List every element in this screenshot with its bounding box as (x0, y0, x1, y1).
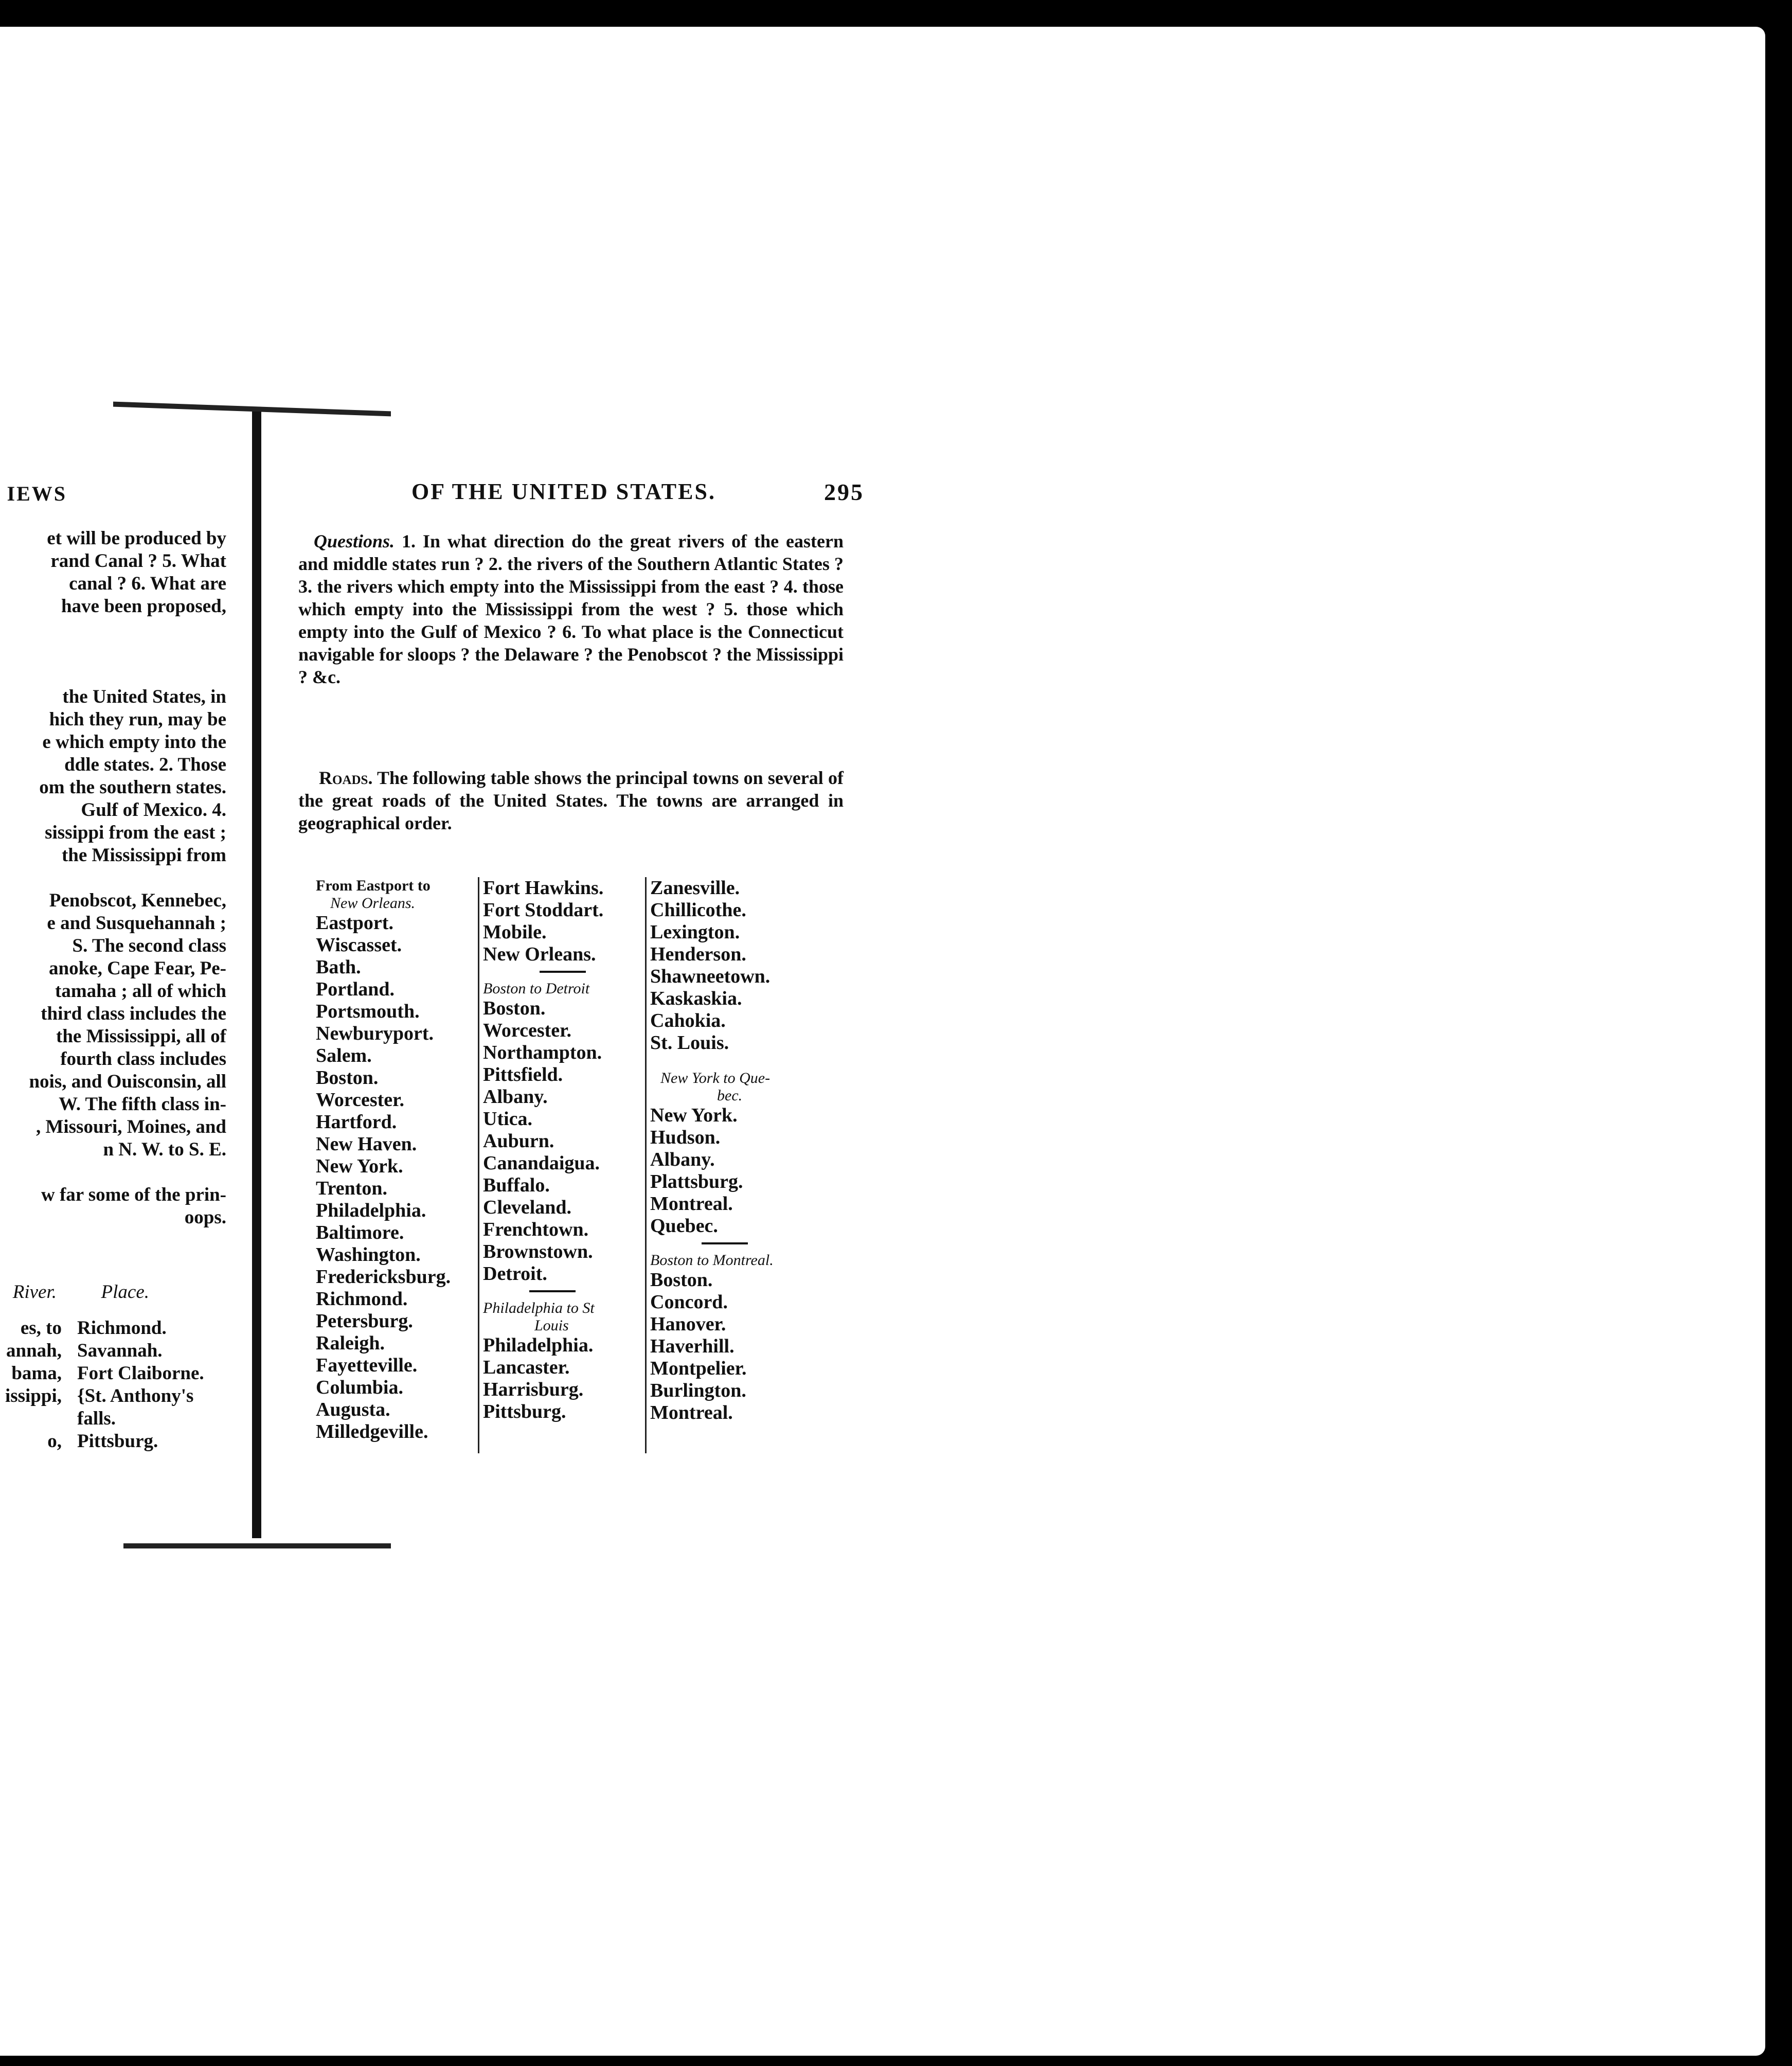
town-name: Worcester. (483, 1020, 572, 1041)
place-cell: Fort Claiborne. (77, 1363, 204, 1384)
left-page-line: nois, and Ouisconsin, all (29, 1071, 226, 1092)
road-header-new-york-quebec: New York to Que- (660, 1070, 770, 1087)
town-name: Eastport. (316, 912, 393, 934)
left-page-fragment (0, 0, 247, 2066)
left-page-line: om the southern states. (39, 777, 226, 798)
left-page-line: Gulf of Mexico. 4. (81, 799, 226, 821)
town-name: New York. (650, 1105, 738, 1126)
left-page-line: et will be produced by (47, 528, 226, 549)
road-header-boston-detroit: Boston to Detroit (483, 980, 590, 997)
town-name: Albany. (650, 1149, 715, 1170)
town-name: Trenton. (316, 1178, 387, 1199)
town-name: Henderson. (650, 943, 746, 965)
river-cell: annah, (6, 1340, 62, 1361)
questions-paragraph (298, 530, 844, 688)
town-name: Bath. (316, 956, 361, 978)
left-page-line: the Mississippi from (61, 845, 226, 866)
road-header-eastport-new-orleans-cont: New Orleans. (330, 895, 415, 912)
place-column-header: Place. (101, 1281, 149, 1303)
town-name: Plattsburg. (650, 1171, 743, 1192)
town-name: Pittsfield. (483, 1064, 563, 1085)
town-name: Portland. (316, 978, 395, 1000)
town-name: Lancaster. (483, 1357, 570, 1378)
place-cell: {St. Anthony's (77, 1385, 194, 1406)
questions-label: Questions. (314, 531, 395, 551)
town-list (650, 1105, 774, 1237)
town-name: Fredericksburg. (316, 1266, 451, 1288)
town-name: Haverhill. (650, 1335, 734, 1357)
town-name: Burlington. (650, 1380, 746, 1401)
town-name: Albany. (483, 1086, 548, 1108)
left-page-header: IEWS (7, 482, 67, 505)
left-page-line: sissippi from the east ; (45, 822, 226, 843)
place-cell: Richmond. (77, 1317, 167, 1339)
roads-text: The following table shows the principal towns on several of the great roads of the United States. The towns are arranged in geographical order. (298, 768, 844, 833)
town-name: Harrisburg. (483, 1379, 584, 1400)
town-name: Montpelier. (650, 1358, 747, 1379)
town-name: Fort Stoddart. (483, 899, 604, 921)
column-divider (478, 877, 479, 1453)
left-page-line: n N. W. to S. E. (103, 1139, 226, 1160)
town-name: Boston. (316, 1067, 379, 1089)
left-page-line: W. The fifth class in- (59, 1094, 226, 1115)
running-head-title: OF THE UNITED STATES. (411, 479, 716, 504)
town-name: Philadelphia. (316, 1200, 426, 1221)
town-list (650, 1269, 774, 1424)
town-name: Fort Hawkins. (483, 877, 604, 899)
road-column-3 (650, 877, 774, 1424)
town-name: St. Louis. (650, 1032, 729, 1054)
town-name: New Haven. (316, 1133, 417, 1155)
town-list (483, 877, 603, 966)
left-page-line: e and Susquehannah ; (47, 913, 226, 934)
place-cell: falls. (77, 1408, 116, 1429)
left-page-line: the United States, in (62, 686, 226, 707)
town-name: Newburyport. (316, 1023, 434, 1044)
river-cell: es, to (20, 1317, 62, 1339)
road-header-eastport-new-orleans: From Eastport to (316, 877, 431, 894)
road-header-philadelphia-st-louis-cont: Louis (534, 1317, 569, 1334)
section-rule (540, 971, 586, 973)
river-column-header: River. (12, 1281, 57, 1303)
town-name: Augusta. (316, 1399, 390, 1420)
town-name: Detroit. (483, 1263, 547, 1285)
left-page-line: rand Canal ? 5. What (50, 550, 226, 572)
town-name: Mobile. (483, 921, 547, 943)
town-name: Petersburg. (316, 1310, 413, 1332)
section-rule (529, 1290, 576, 1292)
left-page-line: , Missouri, Moines, and (35, 1116, 226, 1137)
roads-paragraph (298, 767, 844, 834)
town-name: Auburn. (483, 1130, 554, 1152)
roads-label: Roads. (319, 768, 373, 788)
town-name: Philadelphia. (483, 1334, 594, 1356)
town-list (316, 912, 451, 1443)
town-name: Concord. (650, 1291, 728, 1313)
road-header-philadelphia-st-louis: Philadelphia to St (483, 1299, 595, 1316)
town-name: Shawneetown. (650, 966, 770, 987)
town-name: Chillicothe. (650, 899, 746, 921)
river-cell: o, (47, 1431, 62, 1452)
town-name: Richmond. (316, 1288, 408, 1310)
town-name: Brownstown. (483, 1241, 593, 1262)
town-name: Salem. (316, 1045, 372, 1066)
place-cell: Pittsburg. (77, 1431, 158, 1452)
town-name: Raleigh. (316, 1332, 385, 1354)
town-name: Pittsburg. (483, 1401, 566, 1422)
town-list (483, 998, 603, 1285)
town-name: Cleveland. (483, 1197, 572, 1218)
town-name: Portsmouth. (316, 1001, 420, 1022)
town-name: Worcester. (316, 1089, 405, 1111)
place-cell: Savannah. (77, 1340, 163, 1361)
section-rule (702, 1242, 748, 1244)
town-name: Montreal. (650, 1193, 733, 1215)
left-page-line: the Mississippi, all of (56, 1026, 226, 1047)
right-page (288, 442, 921, 1564)
town-name: Hudson. (650, 1127, 721, 1148)
running-head (411, 478, 864, 506)
roads-table (316, 877, 861, 1469)
town-name: Cahokia. (650, 1010, 726, 1031)
town-name: New York. (316, 1155, 403, 1177)
page-number: 295 (824, 479, 864, 505)
left-page-line: third class includes the (41, 1003, 226, 1024)
column-divider (645, 877, 647, 1453)
town-name: Hanover. (650, 1313, 726, 1335)
town-name: Kaskaskia. (650, 988, 742, 1009)
town-name: Lexington. (650, 921, 740, 943)
town-name: Frenchtown. (483, 1219, 589, 1240)
left-page-line: canal ? 6. What are (69, 573, 226, 594)
river-cell: bama, (11, 1363, 62, 1384)
road-header-boston-montreal: Boston to Montreal. (650, 1252, 774, 1269)
town-name: Boston. (650, 1269, 713, 1291)
left-page-line: S. The second class (72, 935, 226, 956)
town-name: Buffalo. (483, 1174, 550, 1196)
left-page-line: w far some of the prin- (41, 1184, 226, 1205)
town-name: Canandaigua. (483, 1152, 600, 1174)
town-name: Utica. (483, 1108, 533, 1130)
town-name: Columbia. (316, 1377, 403, 1398)
left-page-line: have been proposed, (61, 596, 226, 617)
left-page-line: tamaha ; all of which (55, 981, 226, 1002)
town-name: Boston. (483, 998, 546, 1019)
road-column-1 (316, 877, 451, 1443)
town-name: Hartford. (316, 1111, 397, 1133)
left-page-line: fourth class includes (60, 1048, 226, 1070)
left-page-line: anoke, Cape Fear, Pe- (49, 958, 226, 979)
left-page-line: Penobscot, Kennebec, (49, 890, 226, 911)
river-cell: issippi, (5, 1385, 62, 1406)
town-name: Baltimore. (316, 1222, 404, 1243)
town-name: Quebec. (650, 1215, 718, 1237)
town-list (650, 877, 774, 1054)
road-header-new-york-quebec-cont: bec. (717, 1087, 743, 1104)
town-name: New Orleans. (483, 943, 596, 965)
questions-text: 1. In what direction do the great rivers of the eastern and middle states run ? 2. the rivers of the Southern Atlantic States ? 3. the rivers which empty into the Mississippi from the east ? 4. those which empty into the Mississippi from the west ? 5. those which empty into the Gulf of Mexico ? 6. To what place is the Connecticut navigable for sloops ? the Delaware ? the Penobscot ? the Mississippi ? &c. (298, 531, 844, 687)
town-name: Zanesville. (650, 877, 740, 899)
left-page-line: oops. (184, 1207, 226, 1228)
town-name: Fayetteville. (316, 1355, 418, 1376)
book-gutter-spine (252, 412, 261, 1538)
left-page-line: ddle states. 2. Those (64, 754, 226, 775)
town-name: Wiscasset. (316, 934, 402, 956)
left-page-line: hich they run, may be (49, 709, 226, 730)
road-column-2 (483, 877, 603, 1423)
town-name: Montreal. (650, 1402, 733, 1423)
left-page-line: e which empty into the (42, 732, 226, 753)
town-name: Washington. (316, 1244, 421, 1266)
town-name: Northampton. (483, 1042, 602, 1063)
town-list (483, 1334, 603, 1423)
town-name: Milledgeville. (316, 1421, 428, 1442)
